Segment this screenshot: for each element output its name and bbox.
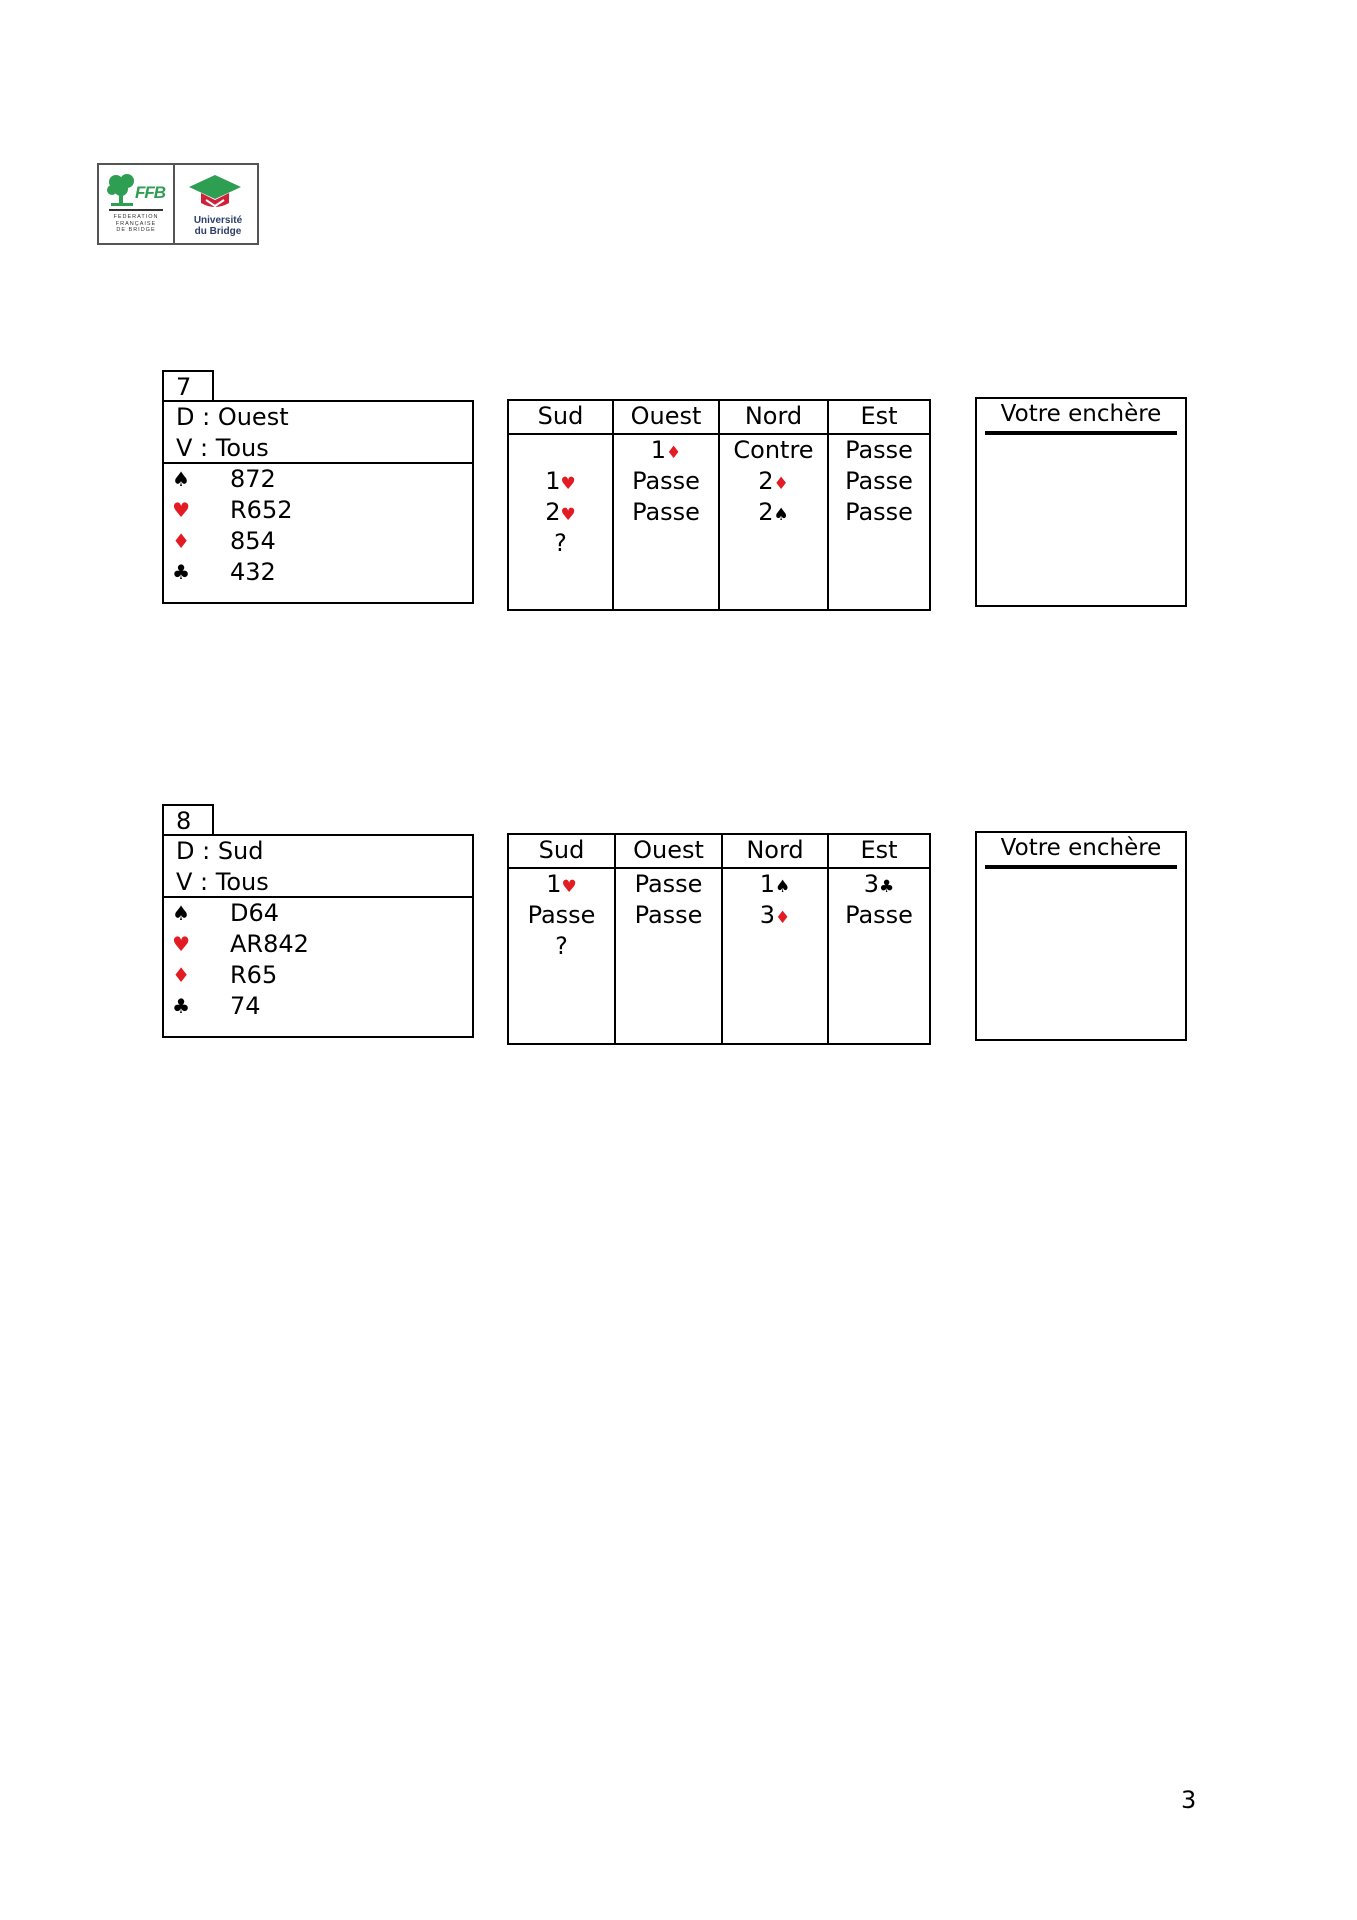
header-sud: Sud (538, 836, 585, 864)
answer-box[interactable] (975, 831, 1187, 1041)
hearts-row (164, 495, 472, 526)
answer-label: Votre enchère (1000, 401, 1162, 427)
heart-icon: ♥ (560, 474, 576, 494)
column-sud (509, 869, 614, 1045)
column-nord (721, 869, 827, 1045)
column-sud (509, 435, 612, 611)
hand-box (162, 400, 474, 604)
vulnerability: V : Tous (176, 434, 269, 462)
bid: 1♠ (759, 870, 791, 898)
bid: Passe (632, 467, 700, 495)
diamond-icon: ♦ (775, 908, 791, 928)
answer-box[interactable] (975, 397, 1187, 607)
heart-icon: ♥ (172, 498, 190, 522)
diamond-icon: ♦ (666, 443, 682, 463)
bid: Passe (845, 498, 913, 526)
bid: 2♦ (758, 467, 789, 495)
diamond-icon: ♦ (773, 474, 789, 494)
ffb-wordmark: FFB (135, 183, 166, 202)
heart-icon: ♥ (172, 932, 190, 956)
spade-icon: ♠ (172, 901, 190, 925)
tree-icon (107, 173, 137, 207)
bid: Passe (634, 870, 703, 898)
bid: Passe (845, 467, 913, 495)
vulnerability: V : Tous (176, 868, 269, 896)
bid: 1♥ (545, 467, 576, 495)
bid: Passe (632, 498, 700, 526)
spade-cards: 872 (230, 465, 276, 493)
spade-icon: ♠ (172, 467, 190, 491)
spade-cards: D64 (230, 899, 280, 927)
hand-box (162, 834, 474, 1038)
answer-rule (985, 865, 1177, 869)
universite-wordmark: Université du Bridge (193, 215, 243, 237)
auction-body (509, 435, 929, 611)
diamond-icon: ♦ (172, 529, 190, 553)
bid: Passe (845, 436, 913, 464)
header-ouest: Ouest (612, 401, 718, 433)
heart-icon: ♥ (560, 505, 576, 525)
column-est (827, 869, 929, 1045)
auction-header (509, 835, 929, 869)
spades-row (164, 464, 472, 495)
bid (509, 435, 612, 466)
column-ouest (612, 435, 718, 611)
header-sud: Sud (537, 402, 584, 430)
auction-table (507, 833, 931, 1045)
clubs-row (164, 991, 472, 1022)
bid: Passe (845, 901, 913, 929)
header-est: Est (827, 401, 929, 433)
ffb-subtitle: FEDERATION FRANÇAISE DE BRIDGE (113, 214, 159, 233)
bid: 3♦ (759, 901, 791, 929)
bid: ? (555, 932, 568, 960)
hand-header (164, 836, 472, 898)
diamond-cards: R65 (230, 961, 278, 989)
clubs-row (164, 557, 472, 588)
bid: 3♣ (863, 870, 895, 898)
page-number: 3 (1181, 1786, 1197, 1814)
bid: Passe (634, 901, 703, 929)
bid: 1♦ (650, 436, 682, 464)
header-est: Est (827, 835, 929, 867)
universite-logo (175, 165, 257, 243)
hearts-row (164, 929, 472, 960)
heart-cards: R652 (230, 496, 293, 524)
bid: Passe (527, 901, 596, 929)
header-nord: Nord (718, 401, 827, 433)
spade-icon: ♠ (775, 877, 791, 897)
ffb-divider (109, 209, 163, 211)
graduation-cap-icon (187, 173, 243, 213)
dealer: D : Ouest (176, 403, 289, 431)
heart-icon: ♥ (561, 877, 577, 897)
club-cards: 74 (230, 992, 261, 1020)
column-nord (718, 435, 827, 611)
header-nord: Nord (721, 835, 827, 867)
diamond-icon: ♦ (172, 963, 190, 987)
column-est (827, 435, 929, 611)
diamonds-row (164, 526, 472, 557)
club-icon: ♣ (172, 994, 190, 1018)
diamonds-row (164, 960, 472, 991)
bid: 1♥ (546, 870, 577, 898)
hand-header (164, 402, 472, 464)
spade-icon: ♠ (773, 505, 789, 525)
auction-table (507, 399, 931, 611)
club-cards: 432 (230, 558, 276, 586)
club-icon: ♣ (879, 877, 895, 897)
dealer: D : Sud (176, 837, 264, 865)
diamond-cards: 854 (230, 527, 276, 555)
board-number: 8 (162, 804, 214, 836)
auction-body (509, 869, 929, 1045)
bid: ? (554, 529, 567, 557)
ffb-universite-logo (97, 163, 259, 245)
ffb-logo (99, 165, 175, 243)
bid: Contre (733, 436, 814, 464)
bid: 2♠ (758, 498, 789, 526)
answer-label: Votre enchère (1000, 835, 1162, 861)
header-ouest: Ouest (614, 835, 721, 867)
column-ouest (614, 869, 721, 1045)
board-number: 7 (162, 370, 214, 402)
bid: 2♥ (545, 498, 576, 526)
club-icon: ♣ (172, 560, 190, 584)
answer-rule (985, 431, 1177, 435)
spades-row (164, 898, 472, 929)
heart-cards: AR842 (230, 930, 309, 958)
auction-header (509, 401, 929, 435)
